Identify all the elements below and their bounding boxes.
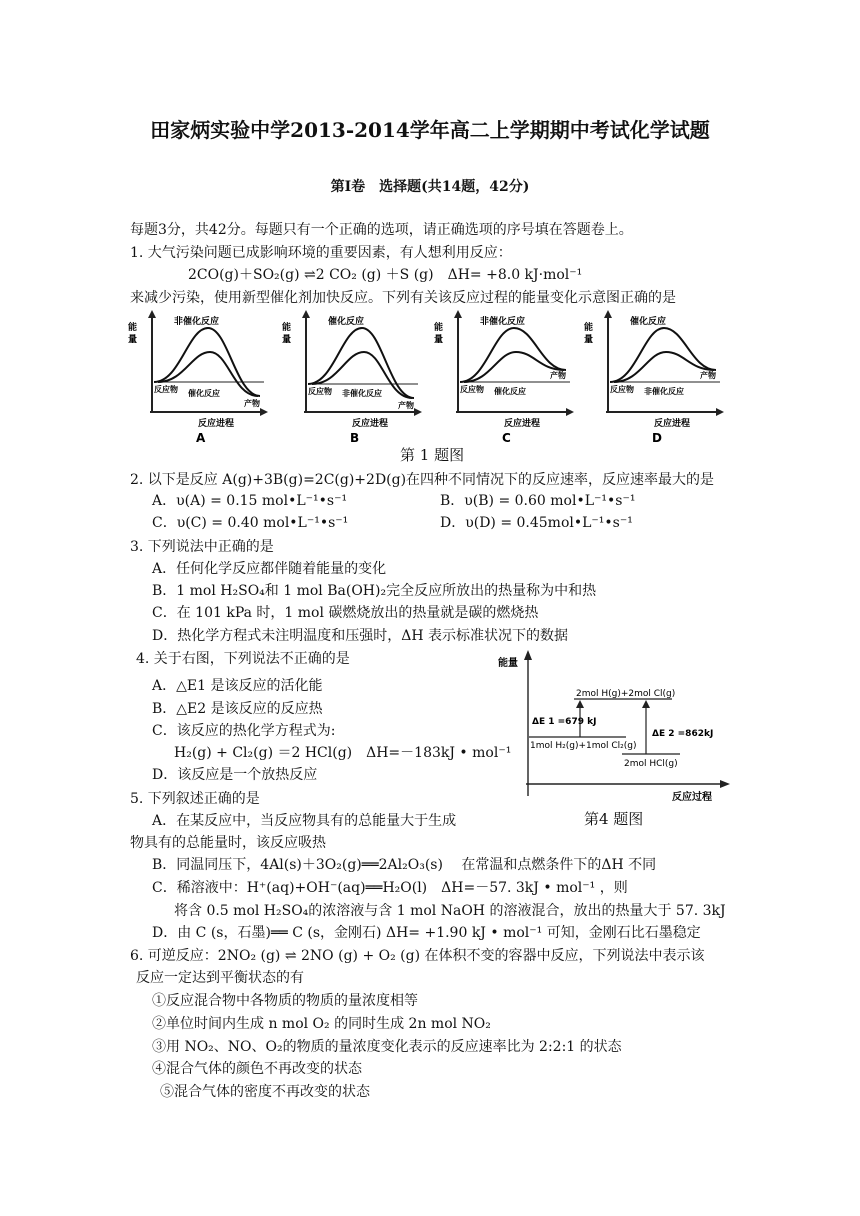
q6-item-1: ①反应混合物中各物质的物质的量浓度相等 [152,993,418,1009]
q4-top-level: 2mol H(g)+2mol Cl(g) [576,689,676,699]
q1-reactant-label: 反应物 [154,385,178,394]
q1-reactant-label: 反应物 [610,385,634,394]
q6-stem: 6. 可逆反应：2NO₂ (g) ⇌ 2NO (g) + O₂ (g) 在体积不变的容器中反应，下列说法中表示该 [130,948,705,964]
q6-item-3: ③用 NO₂、NO、O₂的物质的量浓度变化表示的反应速率比为 2:2:1 的状态 [152,1039,622,1055]
q4-option-c-equation: H₂(g) + Cl₂(g) ＝2 HCl(g) ΔH=－183kJ • mol⁻¹ [174,745,512,761]
q4-caption: 第4 题图 [584,810,644,828]
q3-option-d: D．热化学方程式未注明温度和压强时，ΔH 表示标准状况下的数据 [152,628,568,644]
q4-e1-label: ΔE 1 =679 kJ [532,717,597,727]
q1-energy-label: 量 [282,335,292,345]
q4-option-b: B．△E2 是该反应的反应热 [152,701,323,717]
q1-curve-label-low: 催化反应 [188,389,220,398]
q1-product-label: 产物 [700,371,716,380]
q4-product-level: 2mol HCl(g) [624,759,678,769]
q1-energy-label: 量 [128,335,138,345]
q5-option-d: D．由 C (s，石墨)══ C (s，金刚石) ΔH= +1.90 kJ • mol⁻¹ 可知，金刚石比石墨稳定 [152,925,701,941]
q1-energy-diagrams [128,308,728,444]
q1-reactant-label: 反应物 [308,387,332,396]
q1-stem: 1. 大气污染问题已成影响环境的重要因素，有人想利用反应： [130,245,512,261]
q1-graph-a [128,310,268,444]
q6-item-5: ⑤混合气体的密度不再改变的状态 [160,1084,370,1100]
q1-equation: 2CO(g)＋SO₂(g) ⇌2 CO₂ (g) ＋S (g) ΔH= +8.0 kJ·mol⁻¹ [188,267,583,283]
q1-tail: 来减少污染，使用新型催化剂加快反应。下列有关该反应过程的能量变化示意图正确的是 [130,290,676,306]
q4-energy-diagram [496,648,736,806]
q5-option-c: C．稀溶液中：H⁺(aq)+OH⁻(aq)══H₂O(l) ΔH=－57. 3kJ • mol⁻¹ ，则 [152,880,628,896]
q2-option-b: B．υ(B) = 0.60 mol•L⁻¹•s⁻¹ [440,493,636,509]
q1-reactant-label: 反应物 [460,385,484,394]
q4-option-d: D．该反应是一个放热反应 [152,767,318,783]
q1-option-letter: B [350,431,360,444]
q4-reactant-level: 1mol H₂(g)+1mol Cl₂(g) [530,741,637,751]
q1-progress-label: 反应进程 [504,419,541,429]
q5-option-a: A．在某反应中，当反应物具有的总能量大于生成 [152,813,457,829]
q1-product-label: 产物 [244,399,260,408]
q3-option-b: B．1 mol H₂SO₄和 1 mol Ba(OH)₂完全反应所放出的热量称为中和热 [152,583,597,599]
q1-energy-label: 量 [434,335,444,345]
q5-option-c-cont: 将含 0.5 mol H₂SO₄的浓溶液与含 1 mol NaOH 的溶液混合，放出的热量大于 57. 3kJ [174,903,726,919]
q1-product-label: 产物 [550,371,566,380]
q1-curve-label-top: 非催化反应 [174,317,220,327]
q1-option-letter: C [502,431,511,444]
q3-stem: 3. 下列说法中正确的是 [130,539,274,555]
q1-progress-label: 反应进程 [654,419,691,429]
page-title: 田家炳实验中学2013-2014学年高二上学期期中考试化学试题 [150,118,710,142]
q1-energy-label: 能 [128,323,138,333]
q1-curve-label-top: 非催化反应 [480,317,526,327]
q5-option-b: B．同温同压下，4Al(s)＋3O₂(g)══2Al₂O₃(s) 在常温和点燃条件下的ΔH 不同 [152,857,657,873]
q1-energy-label: 量 [584,335,594,345]
q1-progress-label: 反应进程 [198,419,235,429]
q1-progress-label: 反应进程 [352,419,389,429]
q2-option-c: C．υ(C) = 0.40 mol•L⁻¹•s⁻¹ [152,515,349,531]
q1-caption: 第 1 题图 [400,446,465,464]
q4-option-a: A．△E1 是该反应的活化能 [152,678,323,694]
q2-option-d: D．υ(D) = 0.45mol•L⁻¹•s⁻¹ [440,515,633,531]
q3-option-c: C．在 101 kPa 时，1 mol 碳燃烧放出的热量就是碳的燃烧热 [152,605,539,621]
q1-curve-label-low: 非催化反应 [644,387,684,396]
section-heading: 第Ⅰ卷 选择题(共14题，42分) [330,179,530,195]
q1-graph-d [584,310,724,444]
q3-option-a: A．任何化学反应都伴随着能量的变化 [152,561,387,577]
q1-curve-label-low: 催化反应 [494,387,526,396]
q1-product-label: 产物 [398,401,414,410]
q4-stem: 4. 关于右图，下列说法不正确的是 [136,651,350,667]
q1-energy-label: 能 [584,323,594,333]
q6-item-2: ②单位时间内生成 n mol O₂ 的同时生成 2n mol NO₂ [152,1016,491,1032]
q1-graph-b [282,310,422,444]
q6-item-4: ④混合气体的颜色不再改变的状态 [152,1061,362,1077]
q5-stem: 5. 下列叙述正确的是 [130,791,260,807]
q2-stem: 2. 以下是反应 A(g)+3B(g)=2C(g)+2D(g)在四种不同情况下的反应速率，反应速率最大的是 [130,472,715,488]
q1-curve-label-top: 催化反应 [630,317,667,327]
q4-option-c: C．该反应的热化学方程式为: [152,723,336,739]
q1-energy-label: 能 [282,323,292,333]
q4-progress-label: 反应过程 [672,792,712,803]
q2-option-a: A．υ(A) = 0.15 mol•L⁻¹•s⁻¹ [152,493,348,509]
q4-e2-label: ΔE 2 =862kJ [652,729,714,739]
instructions: 每题3分，共42分。每题只有一个正确的选项，请正确选项的序号填在答题卷上。 [130,222,633,238]
q1-curve-label-low: 非催化反应 [342,389,382,398]
q1-option-letter: D [652,431,662,444]
q5-option-a-cont: 物具有的总能量时，该反应吸热 [130,835,326,851]
q1-graph-c [434,310,574,444]
q1-option-letter: A [196,431,206,444]
q1-energy-label: 能 [434,323,444,333]
q6-stem-cont: 反应一定达到平衡状态的有 [136,970,304,986]
q4-energy-label: 能量 [498,658,518,669]
q1-curve-label-top: 催化反应 [328,317,365,327]
